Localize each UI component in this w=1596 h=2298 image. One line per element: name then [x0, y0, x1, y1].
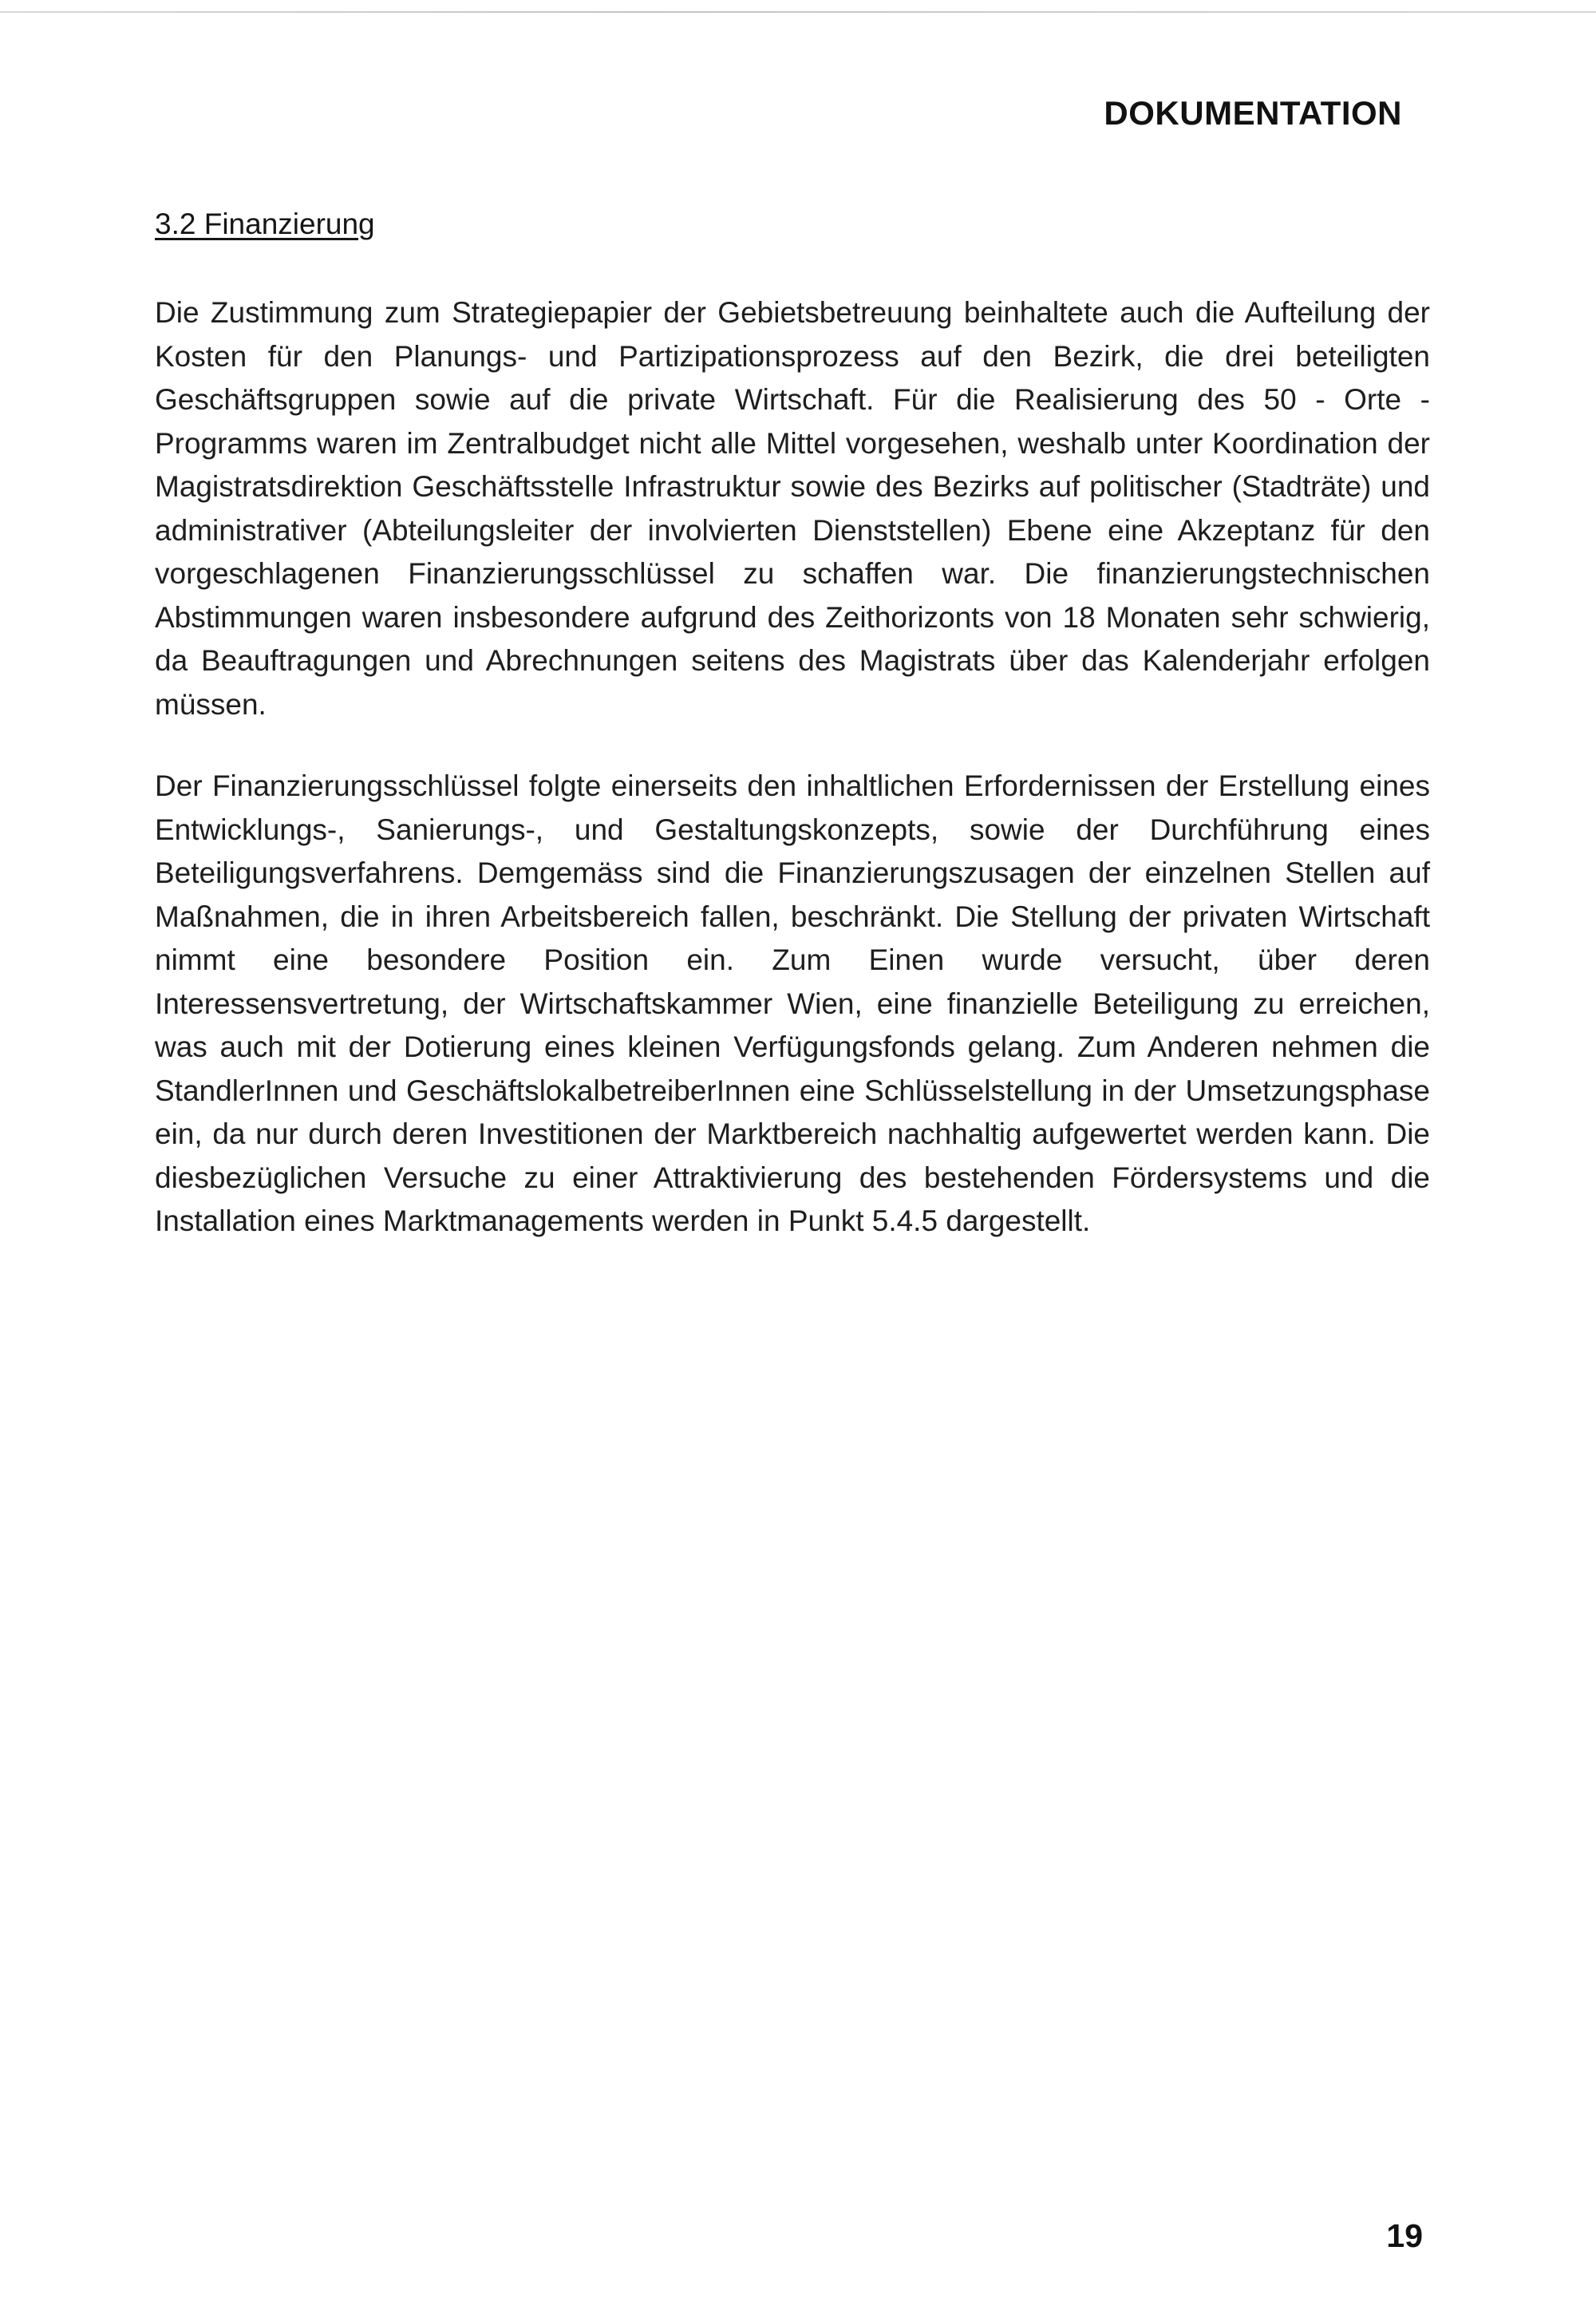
paragraph-financing-key: Der Finanzierungsschlüssel folgte einerseits den inhaltlichen Erfordernissen der Erstellung eines Entwicklungs-, Sanierungs-, und Gestaltungskonzepts, sowie der Durchführung eines Beteiligungsverfahrens. Demgemäss sind die Finanzierungszusagen der einzelnen Stellen auf Maßnahmen, die in ihren Arbeitsbereich fallen, beschränkt. Die Stellung der privaten Wirtschaft nimmt eine besondere Position ein. Zum Einen wurde versucht, über deren Interessensvertretung, der Wirtschaftskammer Wien, eine finanzielle Beteiligung zu erreichen, was auch mit der Dotierung eines kleinen Verfügungsfonds gelang. Zum Anderen nehmen die StandlerInnen und GeschäftslokalbetreiberInnen eine Schlüsselstellung in der Umsetzungsphase ein, da nur durch deren Investitionen der Marktbereich nachhaltig aufgewertet werden kann. Die diesbezüglichen Versuche zu einer Attraktivierung des bestehenden Fördersystems und die Installation eines Marktmanagements werden in Punkt 5.4.5 dargestellt.	[155, 769, 1430, 1237]
page-number: 19	[1386, 2217, 1423, 2254]
paragraph-financing-approval: Die Zustimmung zum Strategiepapier der Gebietsbetreuung beinhaltete auch die Aufteilung der Kosten für den Planungs- und Partizipationsprozess auf den Bezirk, die drei beteiligten Geschäftsgruppen sowie auf die private Wirtschaft. Für die Realisierung des 50 - Orte - Programms waren im Zentralbudget nicht alle Mittel vorgesehen, weshalb unter Koordination der Magistratsdirektion Geschäftsstelle Infrastruktur sowie des Bezirks auf politischer (Stadträte) und administrativer (Abteilungsleiter der involvierten Dienststellen) Ebene eine Akzeptanz für den vorgeschlagenen Finanzierungsschlüssel zu schaffen war. Die finanzierungstechnischen Abstimmungen waren insbesondere aufgrund des Zeithorizonts von 18 Monaten sehr schwierig, da Beauftragungen und Abrechnungen seitens des Magistrats über das Kalenderjahr erfolgen müssen.	[155, 296, 1430, 721]
scan-edge-line	[0, 11, 1596, 13]
running-header: DOKUMENTATION	[1104, 94, 1402, 132]
section-heading: 3.2 Finanzierung	[155, 208, 375, 240]
